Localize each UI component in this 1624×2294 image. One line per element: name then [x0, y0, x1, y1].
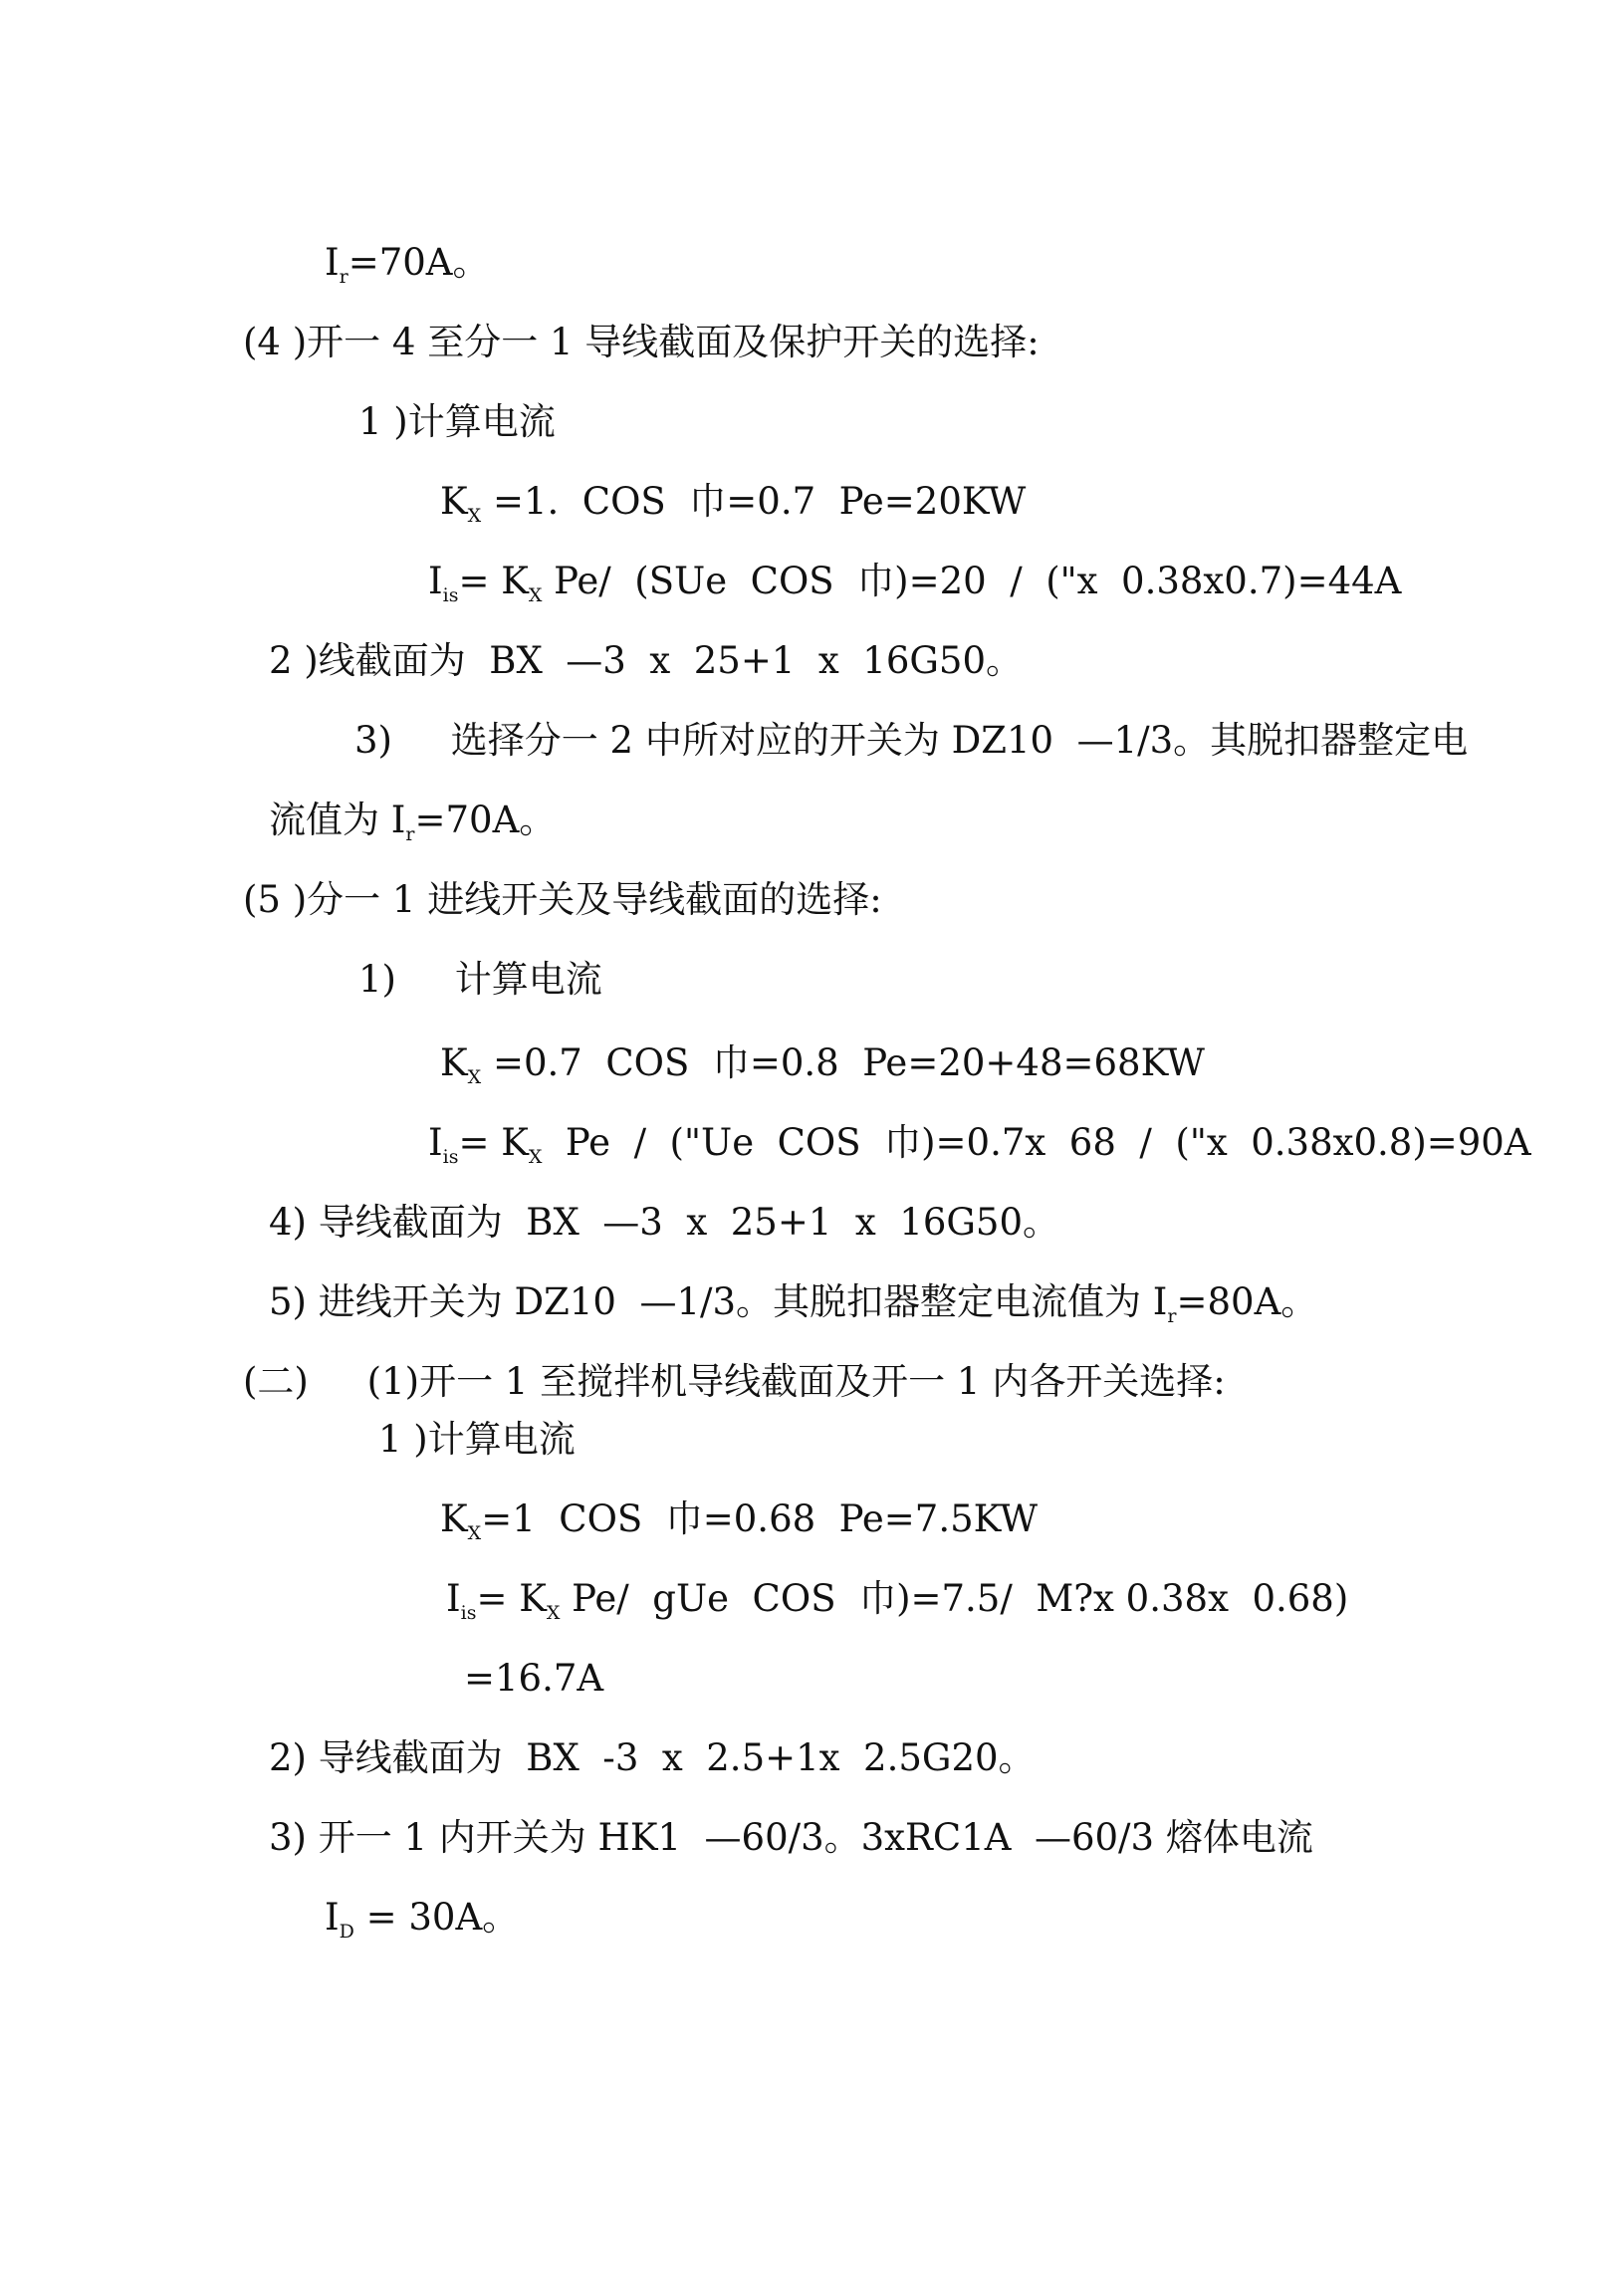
text-line: 2 )线截面为 BX —3 x 25+1 x 16G50。 [269, 639, 1024, 682]
formula-line: $I_{is}= K_X$ Pe / ("Ue COS 巾)=0.7x 68 / ("x 0.38x0.8)=90A [428, 1121, 1531, 1168]
formula-line: $I_r=70A$。 [325, 241, 490, 288]
formula-line: $I_{is}= K_X$ Pe/ (SUe COS 巾)=20 / ("x 0.38x0.7)=44A [428, 560, 1402, 606]
text-line: 3) 开一 1 内开关为 HK1 —60/3。3xRC1A —60/3 熔体电流 [269, 1816, 1313, 1859]
text-line: 5) 进线开关为 DZ10 —1/3。其脱扣器整定电流值为 $I_r=80A$。 [269, 1280, 1318, 1327]
text-line: 4) 导线截面为 BX —3 x 25+1 x 16G50。 [269, 1201, 1060, 1244]
text-line: 流值为 $I_r=70A$。 [269, 799, 557, 845]
formula-result: =16.7A [464, 1657, 604, 1700]
formula-line: $K_X =1$. COS 巾=0.7 Pe=20KW [440, 480, 1027, 527]
formula-line: $K_X=1$ COS 巾=0.68 Pe=7.5KW [440, 1497, 1038, 1544]
section-heading: (4 )开一 4 至分一 1 导线截面及保护开关的选择: [243, 321, 1040, 363]
text-line: 2) 导线截面为 BX -3 x 2.5+1x 2.5G20。 [269, 1736, 1036, 1779]
text-line: 3) 选择分一 2 中所对应的开关为 DZ10 —1/3。其脱扣器整定电 [354, 719, 1469, 762]
formula-line: $K_X =0.7$ COS 巾=0.8 Pe=20+48=68KW [440, 1041, 1205, 1088]
formula-line: $I_D = 30A$。 [325, 1896, 520, 1943]
step-heading: 1) 计算电流 [358, 958, 602, 1001]
section-heading: (二) (1)开一 1 至搅拌机导线截面及开一 1 内各开关选择: [243, 1360, 1226, 1403]
section-heading: (5 )分一 1 进线开关及导线截面的选择: [243, 878, 882, 921]
step-heading: 1 )计算电流 [358, 400, 556, 443]
step-heading: 1 )计算电流 [378, 1418, 576, 1461]
formula-line: $I_{is}= K_X$ Pe/ gUe COS 巾)=7.5/ M?x 0.38x 0.68) [446, 1577, 1349, 1624]
